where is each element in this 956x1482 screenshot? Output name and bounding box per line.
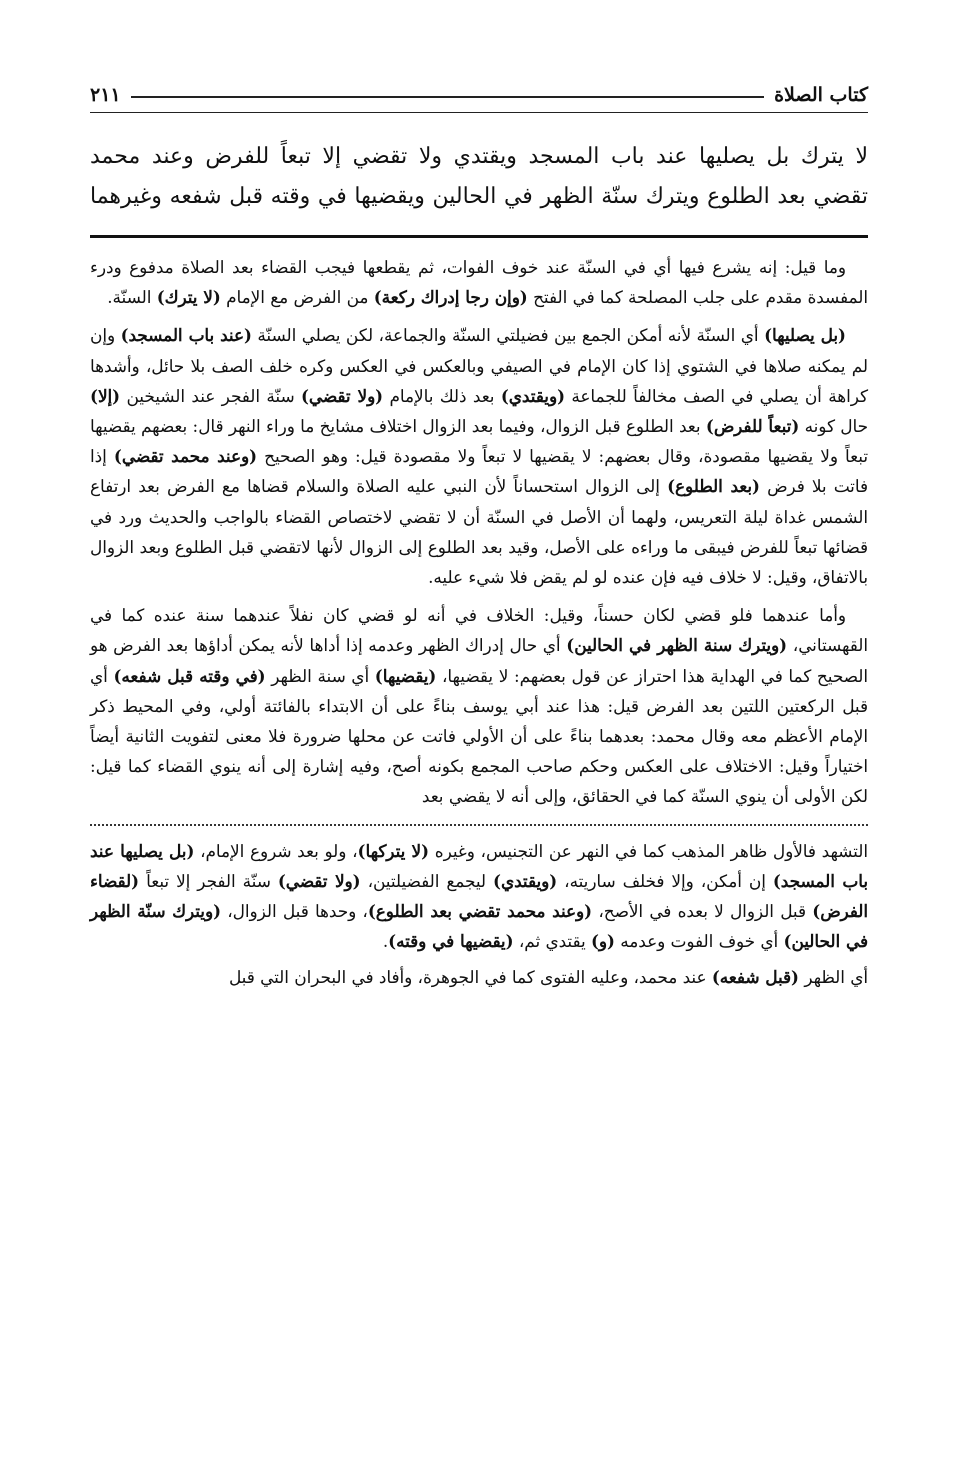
- bold-quote: (وإن رجا إدراك ركعة): [373, 287, 528, 308]
- main-text-line: تقضي بعد الطلوع ويترك سنّة الظهر في الحالين ويقضيها في وقته قبل شفعه وغيرهما: [90, 184, 868, 209]
- text-run: سنّة الفجر عند الشيخين: [120, 385, 301, 406]
- running-header: [90, 78, 868, 113]
- text-run: ، وحدها قبل الزوال،: [221, 901, 368, 922]
- bold-quote: (لا يترك): [156, 287, 221, 308]
- text-run: إن أمكن، وإلا فخلف ساريته،: [557, 870, 773, 891]
- bold-quote: (يقضيها في وقته): [388, 931, 514, 952]
- bold-quote: (ولا تقضي): [277, 870, 361, 891]
- footnotes: [90, 836, 868, 993]
- main-text-line: لا يترك بل يصليها عند باب المسجد ويقتدي ولا تقضي إلا تبعاً للفرض وعند محمد: [90, 144, 868, 169]
- text-run: قبل الزوال لا بعده في الأصح،: [592, 901, 813, 922]
- footnote-separator: [90, 824, 868, 826]
- page-number: ٢١١: [90, 84, 121, 106]
- commentary-paragraph: [90, 600, 868, 811]
- text-run: وأما عندهما فلو قضي لكان حسناً، وقيل: الخلاف في أنه لو قضي كان نفلاً عندهما سنة عنده كما في القهستاني،: [90, 605, 868, 656]
- bold-quote: (وعند محمد تقضي بعد الطلوع): [367, 901, 593, 922]
- text-run: أي حال إدراك الظهر وعدمه إذا أداها لأنه يمكن أداؤها بعد الفرض هو الصحيح كما في الهداية هذا احتراز عن قول بعضهم: لا يقضيها،: [90, 635, 868, 686]
- text-run: ، ولو بعد شروع الإمام،: [194, 840, 358, 861]
- bold-quote: (ويقتدي): [500, 385, 566, 406]
- bold-quote: (ويترك سنة الظهر في الحالين): [566, 635, 788, 656]
- bold-quote: (وعند محمد تقضي): [113, 446, 258, 467]
- text-run: من الفرض مع الإمام: [220, 287, 374, 308]
- bold-quote: (في وقته قبل شفعه): [113, 665, 266, 686]
- bold-quote: (عند باب المسجد): [120, 325, 252, 346]
- text-run: التشهد فالأول ظاهر المذهب كما في النهر عن التجنيس، وغيره: [429, 840, 868, 861]
- text-run: وإن لم يمكنه صلاها في الشتوي إذا كان الإمام في الصيفي وبالعكس في العكس وكره خلف الصف بلا حائل، وأشدها كراهة أن يصلي في الصف مخالفاً للجماعة: [90, 325, 868, 406]
- footnote-paragraph: [90, 962, 868, 992]
- bold-quote: (ويترك سنّة الظهر في الحالين): [90, 901, 868, 952]
- header-rule: [131, 96, 764, 98]
- text-run: يقتدي ثم،: [513, 931, 591, 952]
- main-text-separator: [90, 235, 868, 238]
- bold-quote: (بل يصليها عند باب المسجد): [90, 840, 868, 891]
- commentary-paragraph: [90, 320, 868, 592]
- main-text: [90, 137, 868, 217]
- bold-quote: (لقضاء الفرض): [90, 870, 869, 922]
- bold-quote: (يقضيها): [374, 665, 437, 686]
- bold-quote: (قبل شفعه): [711, 967, 799, 988]
- text-run: بعد الطلوع قبل الزوال، وفيما بعد الزوال اختلاف مشايخ ما وراء النهر قال: بعضهم يقضيها تبعاً ولا يقضيها مقصودة، وقال بعضهم: لا يقضيها لا تبعاً ولا مقصودة قيل: وهو الصحيح: [90, 416, 868, 467]
- bold-quote: (بل يصليها): [764, 325, 846, 346]
- book-page: [90, 78, 868, 999]
- text-run: أي قبل الركعتين اللتين بعد الفرض قيل: هذا عند أبي يوسف بناءً على أن الابتداء بالفائتة أولي، وفي المحيط ذكر الإمام الأعظم معه وقال محمد: بعدهما بناءً على أن الأولي فاتت عن محلها ضرورة فلا معنى لتفويت الثانية أيضاً اختياراً وقيل: الاختلاف على العكس وحكم صاحب المجمع بكونه أصح، وفيه إشارة إلى أنه ينوي القضاء كما قيل: لكن الأولى أن ينوي السنّة كما في الحقائق، وإلى أنه لا يقضي بعد: [90, 665, 868, 807]
- bold-quote: (لا يتركها): [357, 840, 430, 861]
- text-run: حال كونه: [799, 416, 868, 437]
- text-run: أي سنة الظهر: [265, 665, 375, 686]
- commentary-paragraph: [90, 252, 868, 312]
- text-run: عند محمد، وعليه الفتوى كما في الجوهرة، وأفاد في البحران التي قبل: [228, 967, 712, 988]
- bold-quote: (ولا تقضي): [300, 385, 384, 406]
- bold-quote: (بعد الطلوع): [667, 476, 760, 497]
- text-run: أي الظهر: [798, 967, 868, 988]
- text-run: إلى الزوال استحساناً لأن النبي عليه الصلاة والسلام قضاها مع الفرض بعد ارتفاع الشمس غداة ليلة التعريس، ولهما أن الأصل في السنّة أن لا تقضي لاختصاص القضاء بالواجب والحديث ورد في قضائها تبعاً للفرض فيبقى ما وراءه على الأصل، وقيد بعد الطلوع إلى الزوال لأنها لاتقضي قبل الطلوع وبعد الزوال بالاتفاق، وقيل: لا خلاف فيه فإن عنده لو لم يقض فلا شيء عليه.: [90, 476, 868, 588]
- footnote-paragraph: [90, 836, 868, 957]
- bold-quote: (تبعاً للفرض): [705, 416, 800, 437]
- text-run: أي خوف الفوت وعدمه: [614, 931, 784, 952]
- commentary: [90, 252, 868, 812]
- text-run: بعد ذلك بالإمام: [383, 385, 501, 406]
- bold-quote: (إلا): [90, 385, 121, 406]
- text-run: إذا فاتت بلا فرض: [90, 446, 868, 497]
- bold-quote: (و): [590, 931, 615, 952]
- text-run: ليجمع الفضيلتين،: [360, 870, 494, 891]
- text-run: سنّة الفجر إلا تبعاً: [139, 870, 278, 891]
- text-run: أي السنّة لأنه أمكن الجمع بين فضيلتي السنّة والجماعة، لكن يصلي السنّة: [251, 325, 765, 346]
- text-run: وما قيل: إنه يشرع فيها أي في السنّة عند خوف الفوات، ثم يقطعها فيجب القضاء بعد الصلاة مدفوع ودرء المفسدة مقدم على جلب المصلحة كما في الفتح: [90, 257, 868, 308]
- text-run: .: [382, 931, 389, 952]
- chapter-title: كتاب الصلاة: [774, 84, 868, 106]
- text-run: السنّة.: [107, 287, 157, 308]
- bold-quote: (ويقتدي): [493, 870, 558, 891]
